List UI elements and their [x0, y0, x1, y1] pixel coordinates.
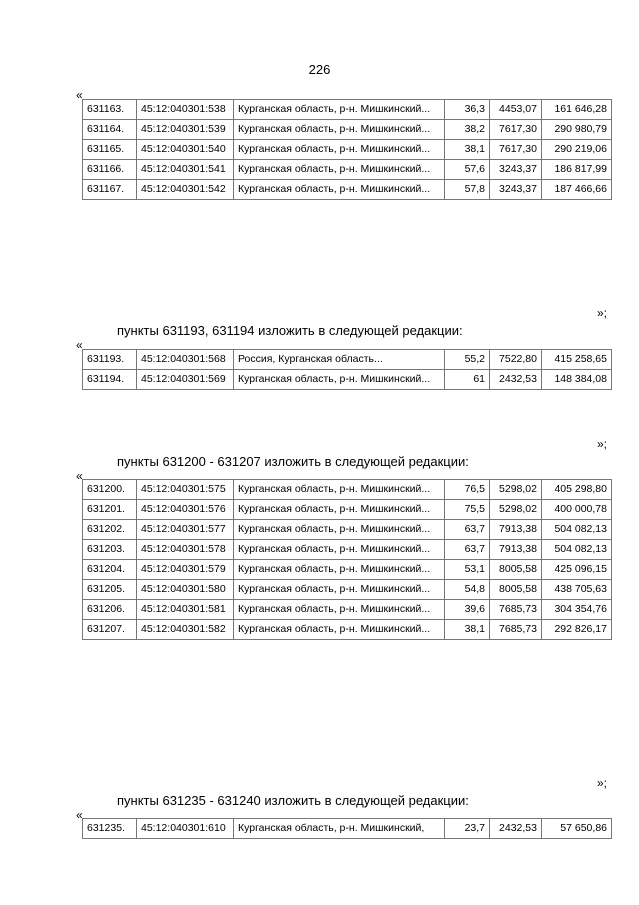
register-table-3 — [82, 479, 612, 640]
cadastral-number-cell: 45:12:040301:577 — [137, 520, 234, 540]
area-cell: 55,2 — [445, 350, 490, 370]
address-cell: Курганская область, р-н. Мишкинский... — [234, 180, 445, 200]
cost-cell: 304 354,76 — [542, 600, 612, 620]
area-cell: 75,5 — [445, 500, 490, 520]
cost-cell: 292 826,17 — [542, 620, 612, 640]
cadastral-number-cell: 45:12:040301:580 — [137, 580, 234, 600]
area-cell: 63,7 — [445, 520, 490, 540]
cadastral-number-cell: 45:12:040301:540 — [137, 140, 234, 160]
quote-open: « — [76, 469, 83, 483]
item-number-cell: 631164. — [83, 120, 137, 140]
quote-close: »; — [597, 437, 608, 451]
item-number-cell: 631203. — [83, 540, 137, 560]
cadastral-number-cell: 45:12:040301:578 — [137, 540, 234, 560]
address-cell: Курганская область, р-н. Мишкинский, — [234, 819, 445, 839]
rate-cell: 8005,58 — [490, 580, 542, 600]
table-row — [83, 180, 612, 200]
item-number-cell: 631235. — [83, 819, 137, 839]
area-cell: 39,6 — [445, 600, 490, 620]
address-cell: Курганская область, р-н. Мишкинский... — [234, 480, 445, 500]
cost-cell: 290 980,79 — [542, 120, 612, 140]
rate-cell: 5298,02 — [490, 500, 542, 520]
item-number-cell: 631193. — [83, 350, 137, 370]
rate-cell: 7913,38 — [490, 520, 542, 540]
item-number-cell: 631165. — [83, 140, 137, 160]
cost-cell: 290 219,06 — [542, 140, 612, 160]
address-cell: Курганская область, р-н. Мишкинский... — [234, 370, 445, 390]
area-cell: 38,1 — [445, 140, 490, 160]
address-cell: Курганская область, р-н. Мишкинский... — [234, 540, 445, 560]
item-number-cell: 631163. — [83, 100, 137, 120]
cost-cell: 400 000,78 — [542, 500, 612, 520]
rate-cell: 2432,53 — [490, 819, 542, 839]
cost-cell: 438 705,63 — [542, 580, 612, 600]
address-cell: Курганская область, р-н. Мишкинский... — [234, 620, 445, 640]
cadastral-number-cell: 45:12:040301:581 — [137, 600, 234, 620]
table-row — [83, 580, 612, 600]
rate-cell: 7617,30 — [490, 120, 542, 140]
address-cell: Курганская область, р-н. Мишкинский... — [234, 100, 445, 120]
table-row — [83, 100, 612, 120]
item-number-cell: 631206. — [83, 600, 137, 620]
table-row — [83, 120, 612, 140]
table-row — [83, 520, 612, 540]
area-cell: 36,3 — [445, 100, 490, 120]
area-cell: 23,7 — [445, 819, 490, 839]
cadastral-number-cell: 45:12:040301:582 — [137, 620, 234, 640]
rate-cell: 8005,58 — [490, 560, 542, 580]
cost-cell: 161 646,28 — [542, 100, 612, 120]
rate-cell: 4453,07 — [490, 100, 542, 120]
cadastral-number-cell: 45:12:040301:568 — [137, 350, 234, 370]
item-number-cell: 631205. — [83, 580, 137, 600]
register-table-2 — [82, 349, 612, 390]
cadastral-number-cell: 45:12:040301:542 — [137, 180, 234, 200]
address-cell: Курганская область, р-н. Мишкинский... — [234, 500, 445, 520]
quote-close: »; — [597, 306, 608, 320]
quote-open: « — [76, 338, 83, 352]
rate-cell: 3243,37 — [490, 180, 542, 200]
rate-cell: 7685,73 — [490, 600, 542, 620]
instruction-2: пункты 631200 - 631207 изложить в следующей редакции: — [117, 454, 469, 469]
cost-cell: 405 298,80 — [542, 480, 612, 500]
table-row — [83, 140, 612, 160]
rate-cell: 5298,02 — [490, 480, 542, 500]
cadastral-number-cell: 45:12:040301:576 — [137, 500, 234, 520]
area-cell: 38,2 — [445, 120, 490, 140]
cost-cell: 415 258,65 — [542, 350, 612, 370]
address-cell: Курганская область, р-н. Мишкинский... — [234, 560, 445, 580]
cadastral-number-cell: 45:12:040301:575 — [137, 480, 234, 500]
cadastral-number-cell: 45:12:040301:538 — [137, 100, 234, 120]
cost-cell: 504 082,13 — [542, 520, 612, 540]
rate-cell: 3243,37 — [490, 160, 542, 180]
address-cell: Курганская область, р-н. Мишкинский... — [234, 580, 445, 600]
address-cell: Россия, Курганская область... — [234, 350, 445, 370]
cost-cell: 148 384,08 — [542, 370, 612, 390]
item-number-cell: 631202. — [83, 520, 137, 540]
rate-cell: 2432,53 — [490, 370, 542, 390]
item-number-cell: 631200. — [83, 480, 137, 500]
cost-cell: 57 650,86 — [542, 819, 612, 839]
table-row — [83, 600, 612, 620]
quote-close: »; — [597, 776, 608, 790]
table-row — [83, 350, 612, 370]
address-cell: Курганская область, р-н. Мишкинский... — [234, 120, 445, 140]
item-number-cell: 631201. — [83, 500, 137, 520]
item-number-cell: 631204. — [83, 560, 137, 580]
area-cell: 38,1 — [445, 620, 490, 640]
cost-cell: 186 817,99 — [542, 160, 612, 180]
area-cell: 63,7 — [445, 540, 490, 560]
cadastral-number-cell: 45:12:040301:610 — [137, 819, 234, 839]
register-table-1 — [82, 99, 612, 200]
rate-cell: 7617,30 — [490, 140, 542, 160]
area-cell: 54,8 — [445, 580, 490, 600]
cost-cell: 187 466,66 — [542, 180, 612, 200]
page-number: 226 — [308, 62, 331, 77]
cadastral-number-cell: 45:12:040301:541 — [137, 160, 234, 180]
item-number-cell: 631167. — [83, 180, 137, 200]
cadastral-number-cell: 45:12:040301:579 — [137, 560, 234, 580]
table-row — [83, 370, 612, 390]
area-cell: 57,6 — [445, 160, 490, 180]
address-cell: Курганская область, р-н. Мишкинский... — [234, 520, 445, 540]
item-number-cell: 631166. — [83, 160, 137, 180]
table-row — [83, 480, 612, 500]
area-cell: 57,8 — [445, 180, 490, 200]
rate-cell: 7685,73 — [490, 620, 542, 640]
item-number-cell: 631194. — [83, 370, 137, 390]
address-cell: Курганская область, р-н. Мишкинский... — [234, 160, 445, 180]
quote-open: « — [76, 808, 83, 822]
table-row — [83, 160, 612, 180]
instruction-1: пункты 631193, 631194 изложить в следующей редакции: — [117, 323, 463, 338]
rate-cell: 7522,80 — [490, 350, 542, 370]
table-row — [83, 819, 612, 839]
cadastral-number-cell: 45:12:040301:539 — [137, 120, 234, 140]
table-row — [83, 540, 612, 560]
table-row — [83, 620, 612, 640]
item-number-cell: 631207. — [83, 620, 137, 640]
register-table-4 — [82, 818, 612, 839]
area-cell: 61 — [445, 370, 490, 390]
address-cell: Курганская область, р-н. Мишкинский... — [234, 600, 445, 620]
table-row — [83, 500, 612, 520]
quote-open: « — [76, 88, 83, 102]
area-cell: 76,5 — [445, 480, 490, 500]
cadastral-number-cell: 45:12:040301:569 — [137, 370, 234, 390]
rate-cell: 7913,38 — [490, 540, 542, 560]
cost-cell: 504 082,13 — [542, 540, 612, 560]
table-row — [83, 560, 612, 580]
cost-cell: 425 096,15 — [542, 560, 612, 580]
instruction-3: пункты 631235 - 631240 изложить в следующей редакции: — [117, 793, 469, 808]
area-cell: 53,1 — [445, 560, 490, 580]
address-cell: Курганская область, р-н. Мишкинский... — [234, 140, 445, 160]
